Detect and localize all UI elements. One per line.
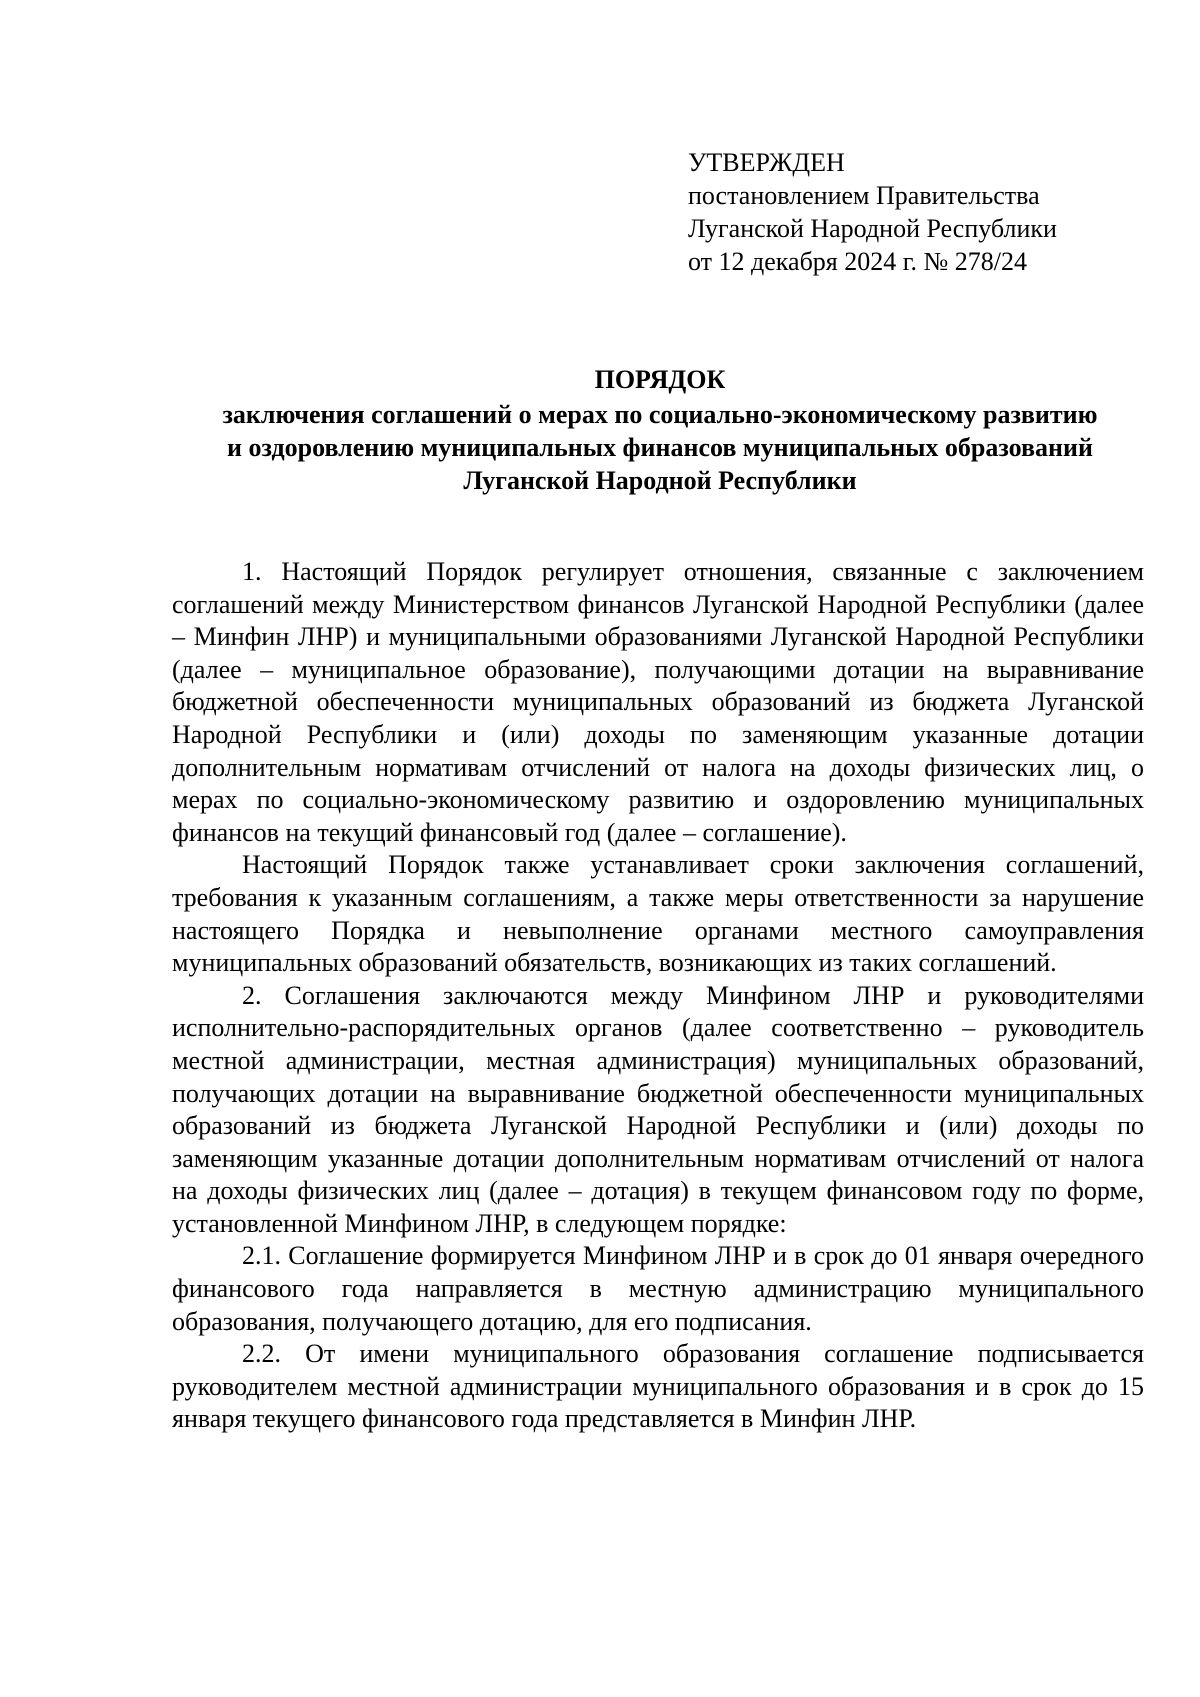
approval-status: УТВЕРЖДЕН [688, 148, 845, 177]
paragraph-2: 2. Соглашения заключаются между Минфином ЛНР и руководителями исполнительно-распорядительных органов (далее соответственно – руководитель местной администрации, местная администрация) муниципальных образований, получающих дотации на выравнивание бюджетной обеспеченности муниципальных образований из бюджета Луганской Народной Республики и (или) доходы по заменяющим указанные дотации дополнительным нормативам отчислений от налога на доходы физических лиц (далее – дотация) в текущем финансовом году по форме, установленной Минфином ЛНР, в следующем порядке: [172, 980, 1144, 1238]
document-title-block [160, 362, 1160, 497]
approval-date-number: от 12 декабря 2024 г. № 278/24 [688, 247, 1028, 276]
document-subtitle-line-1: заключения соглашений о мерах по социально-экономическому развитию [222, 400, 1098, 429]
paragraph-2-1: 2.1. Соглашение формируется Минфином ЛНР и в срок до 01 января очередного финансового года направляется в местную администрацию муниципального образования, получающего дотацию, для его подписания. [172, 1241, 1144, 1336]
document-body [172, 556, 1144, 1436]
paragraph-1: 1. Настоящий Порядок регулирует отношения, связанные с заключением соглашений между Министерством финансов Луганской Народной Республики (далее – Минфин ЛНР) и муниципальными образованиями Луганской Народной Республики (далее – муниципальное образование), получающими дотации на выравнивание бюджетной обеспеченности муниципальных образований из бюджета Луганской Народной Республики и (или) доходы по заменяющим указанные дотации дополнительным нормативам отчислений от налога на доходы физических лиц, о мерах по социально-экономическому развитию и оздоровлению муниципальных финансов на текущий финансовый год (далее – соглашение). [172, 557, 1144, 847]
approval-authority: постановлением Правительства [688, 181, 1040, 210]
paragraph-1-continued: Настоящий Порядок также устанавливает сроки заключения соглашений, требования к указанным соглашениям, а также меры ответственности за нарушение настоящего Порядка и невыполнение органами местного самоуправления муниципальных образований обязательств, возникающих из таких соглашений. [172, 850, 1144, 978]
paragraph-2-2: 2.2. От имени муниципального образования соглашение подписывается руководителем местной администрации муниципального образования и в срок до 15 января текущего финансового года представляется в Минфин ЛНР. [172, 1339, 1144, 1434]
approval-government: Луганской Народной Республики [688, 214, 1057, 243]
document-title: ПОРЯДОК [594, 365, 726, 394]
approval-stamp [688, 146, 1158, 278]
document-subtitle-line-3: Луганской Народной Республики [463, 466, 857, 495]
document-subtitle-line-2: и оздоровлению муниципальных финансов муниципальных образований [227, 433, 1093, 462]
